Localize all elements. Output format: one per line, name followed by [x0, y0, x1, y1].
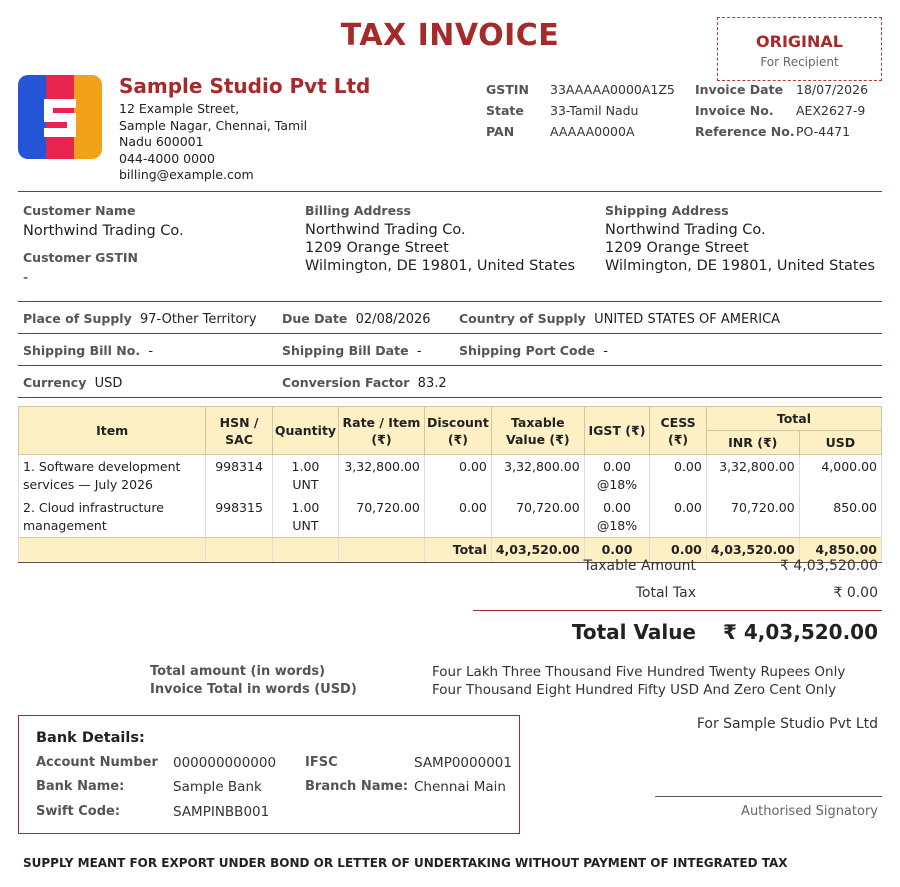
cell-qty: 1.00 UNT	[272, 496, 338, 538]
shipping-bill-date-value: -	[416, 344, 422, 359]
divider	[18, 333, 882, 334]
place-of-supply-label: Place of Supply	[23, 311, 132, 326]
country-of-supply-value: UNITED STATES OF AMERICA	[594, 312, 781, 327]
total-inr: 4,03,520.00	[706, 538, 799, 563]
shipping-address	[605, 221, 875, 275]
col-taxable: Taxable Value (₹)	[491, 407, 584, 455]
col-item: Item	[19, 407, 206, 455]
shipping-port-code	[459, 343, 608, 359]
company-email: billing@example.com	[119, 167, 254, 182]
cell-cess: 0.00	[650, 455, 707, 497]
divider	[18, 301, 882, 302]
country-of-supply-label: Country of Supply	[459, 311, 586, 326]
shipping-line: 1209 Orange Street	[605, 240, 749, 256]
currency-label: Currency	[23, 375, 87, 390]
billing-address	[305, 221, 575, 275]
copy-label: ORIGINAL	[756, 32, 843, 51]
cell-taxable: 70,720.00	[491, 496, 584, 538]
col-igst: IGST (₹)	[584, 407, 650, 455]
shipping-bill-no	[23, 343, 153, 359]
cell-item: 2. Cloud infrastructure management	[19, 496, 206, 538]
cell-inr: 3,32,800.00	[706, 455, 799, 497]
account-number-value: 000000000000	[173, 755, 277, 771]
swift-code-value: SAMPINBB001	[173, 804, 270, 820]
shipping-address-label: Shipping Address	[605, 203, 729, 218]
swift-code-label: Swift Code:	[36, 804, 121, 819]
taxable-amount-label: Taxable Amount	[583, 558, 696, 574]
cell-qty: 1.00 UNT	[272, 455, 338, 497]
state-value: 33-Tamil Nadu	[550, 103, 639, 118]
cell-usd: 850.00	[799, 496, 881, 538]
company-address	[119, 101, 329, 184]
logo-s-icon	[18, 75, 102, 159]
copy-stamp	[717, 17, 882, 81]
copy-sub: For Recipient	[760, 55, 839, 69]
export-note: SUPPLY MEANT FOR EXPORT UNDER BOND OR LETTER OF UNDERTAKING WITHOUT PAYMENT OF INTEGRATED TAX	[23, 856, 788, 870]
cell-cess: 0.00	[650, 496, 707, 538]
total-taxable: 4,03,520.00	[491, 538, 584, 563]
bank-details-title: Bank Details:	[36, 730, 145, 746]
cell-inr: 70,720.00	[706, 496, 799, 538]
table-row	[19, 455, 882, 497]
currency-value: USD	[94, 376, 123, 391]
total-value: ₹ 4,03,520.00	[723, 620, 878, 644]
shipping-line: Northwind Trading Co.	[605, 222, 766, 238]
customer-name-value: Northwind Trading Co.	[23, 223, 184, 239]
col-usd: USD	[799, 431, 881, 455]
due-date-value: 02/08/2026	[355, 312, 431, 327]
table-row	[19, 496, 882, 538]
col-total: Total	[706, 407, 881, 431]
address-line: Sample Nagar, Chennai, Tamil	[119, 117, 308, 133]
shipping-port-code-value: -	[603, 344, 608, 359]
gstin-value: 33AAAAA0000A1Z5	[550, 82, 675, 97]
bank-name-label: Bank Name:	[36, 779, 125, 794]
country-of-supply	[459, 311, 780, 327]
bank-name-value: Sample Bank	[173, 779, 262, 795]
total-cess: 0.00	[650, 538, 707, 563]
amount-words-value: Four Lakh Three Thousand Five Hundred Twenty Rupees Only	[432, 664, 846, 680]
account-number-label: Account Number	[36, 755, 158, 770]
billing-line: 1209 Orange Street	[305, 240, 449, 256]
cell-igst: 0.00 @18%	[584, 455, 650, 497]
pan-label: PAN	[486, 124, 515, 139]
reference-no-label: Reference No.	[695, 124, 795, 139]
cell-rate: 70,720.00	[339, 496, 425, 538]
total-igst: 0.00	[584, 538, 650, 563]
customer-gstin-value: -	[23, 270, 29, 286]
ifsc-label: IFSC	[305, 755, 338, 770]
authorised-signatory: Authorised Signatory	[741, 804, 878, 819]
invoice-date-label: Invoice Date	[695, 82, 784, 97]
document-title: TAX INVOICE	[340, 18, 560, 53]
currency	[23, 375, 122, 391]
table-header-row	[19, 407, 882, 431]
shipping-bill-no-value: -	[148, 344, 154, 359]
cell-rate: 3,32,800.00	[339, 455, 425, 497]
cell-discount: 0.00	[424, 496, 491, 538]
customer-name-label: Customer Name	[23, 203, 136, 218]
reference-no-value: PO-4471	[796, 124, 851, 139]
conversion-factor-value: 83.2	[417, 376, 447, 391]
total-tax-value: ₹ 0.00	[833, 585, 878, 601]
billing-line: Wilmington, DE 19801, United States	[305, 258, 576, 274]
invoice-no-label: Invoice No.	[695, 103, 774, 118]
company-phone: 044-4000 0000	[119, 150, 215, 166]
usd-words-label: Invoice Total in words (USD)	[150, 682, 357, 697]
place-of-supply-value: 97-Other Territory	[140, 312, 257, 327]
taxable-amount-value: ₹ 4,03,520.00	[780, 558, 878, 574]
shipping-line: Wilmington, DE 19801, United States	[605, 258, 876, 274]
branch-name-label: Branch Name:	[305, 779, 409, 794]
shipping-port-code-label: Shipping Port Code	[459, 343, 595, 358]
invoice-no-value: AEX2627-9	[796, 103, 866, 118]
address-line: 12 Example Street,	[119, 101, 240, 116]
total-label: Total	[424, 538, 491, 563]
due-date	[282, 311, 431, 327]
cell-item: 1. Software development services — July 2026	[19, 455, 206, 497]
cell-taxable: 3,32,800.00	[491, 455, 584, 497]
total-value-label: Total Value	[571, 620, 696, 644]
pan-value: AAAAA0000A	[550, 124, 635, 139]
col-inr: INR (₹)	[706, 431, 799, 455]
divider	[18, 397, 882, 398]
customer-gstin-label: Customer GSTIN	[23, 250, 138, 265]
usd-words-value: Four Thousand Eight Hundred Fifty USD And Zero Cent Only	[432, 682, 837, 698]
company-name: Sample Studio Pvt Ltd	[119, 74, 371, 98]
divider	[18, 365, 882, 366]
gstin-label: GSTIN	[486, 82, 529, 97]
branch-name-value: Chennai Main	[414, 779, 506, 795]
signature-line	[655, 796, 882, 797]
summary-divider	[473, 610, 882, 611]
col-cess: CESS (₹)	[650, 407, 707, 455]
ifsc-value: SAMP0000001	[414, 755, 512, 771]
conversion-factor-label: Conversion Factor	[282, 375, 410, 390]
state-label: State	[486, 103, 524, 118]
cell-hsn: 998315	[206, 496, 273, 538]
total-tax-label: Total Tax	[635, 585, 696, 601]
address-line: Nadu 600001	[119, 134, 204, 149]
shipping-bill-date-label: Shipping Bill Date	[282, 343, 409, 358]
total-usd: 4,850.00	[799, 538, 881, 563]
col-discount: Discount (₹)	[424, 407, 491, 455]
cell-usd: 4,000.00	[799, 455, 881, 497]
amount-words-label: Total amount (in words)	[150, 664, 326, 679]
billing-address-label: Billing Address	[305, 203, 411, 218]
billing-line: Northwind Trading Co.	[305, 222, 466, 238]
company-logo	[18, 75, 102, 159]
place-of-supply	[23, 311, 257, 327]
due-date-label: Due Date	[282, 311, 348, 326]
col-quantity: Quantity	[272, 407, 338, 455]
divider	[18, 191, 882, 192]
bank-details	[18, 715, 520, 834]
cell-igst: 0.00 @18%	[584, 496, 650, 538]
items-table	[18, 406, 882, 563]
cell-hsn: 998314	[206, 455, 273, 497]
shipping-bill-date	[282, 343, 422, 359]
shipping-bill-no-label: Shipping Bill No.	[23, 343, 141, 358]
invoice-date-value: 18/07/2026	[796, 82, 869, 97]
conversion-factor	[282, 375, 447, 391]
col-hsn: HSN / SAC	[206, 407, 273, 455]
signature-for: For Sample Studio Pvt Ltd	[696, 716, 878, 732]
cell-discount: 0.00	[424, 455, 491, 497]
col-rate: Rate / Item (₹)	[339, 407, 425, 455]
